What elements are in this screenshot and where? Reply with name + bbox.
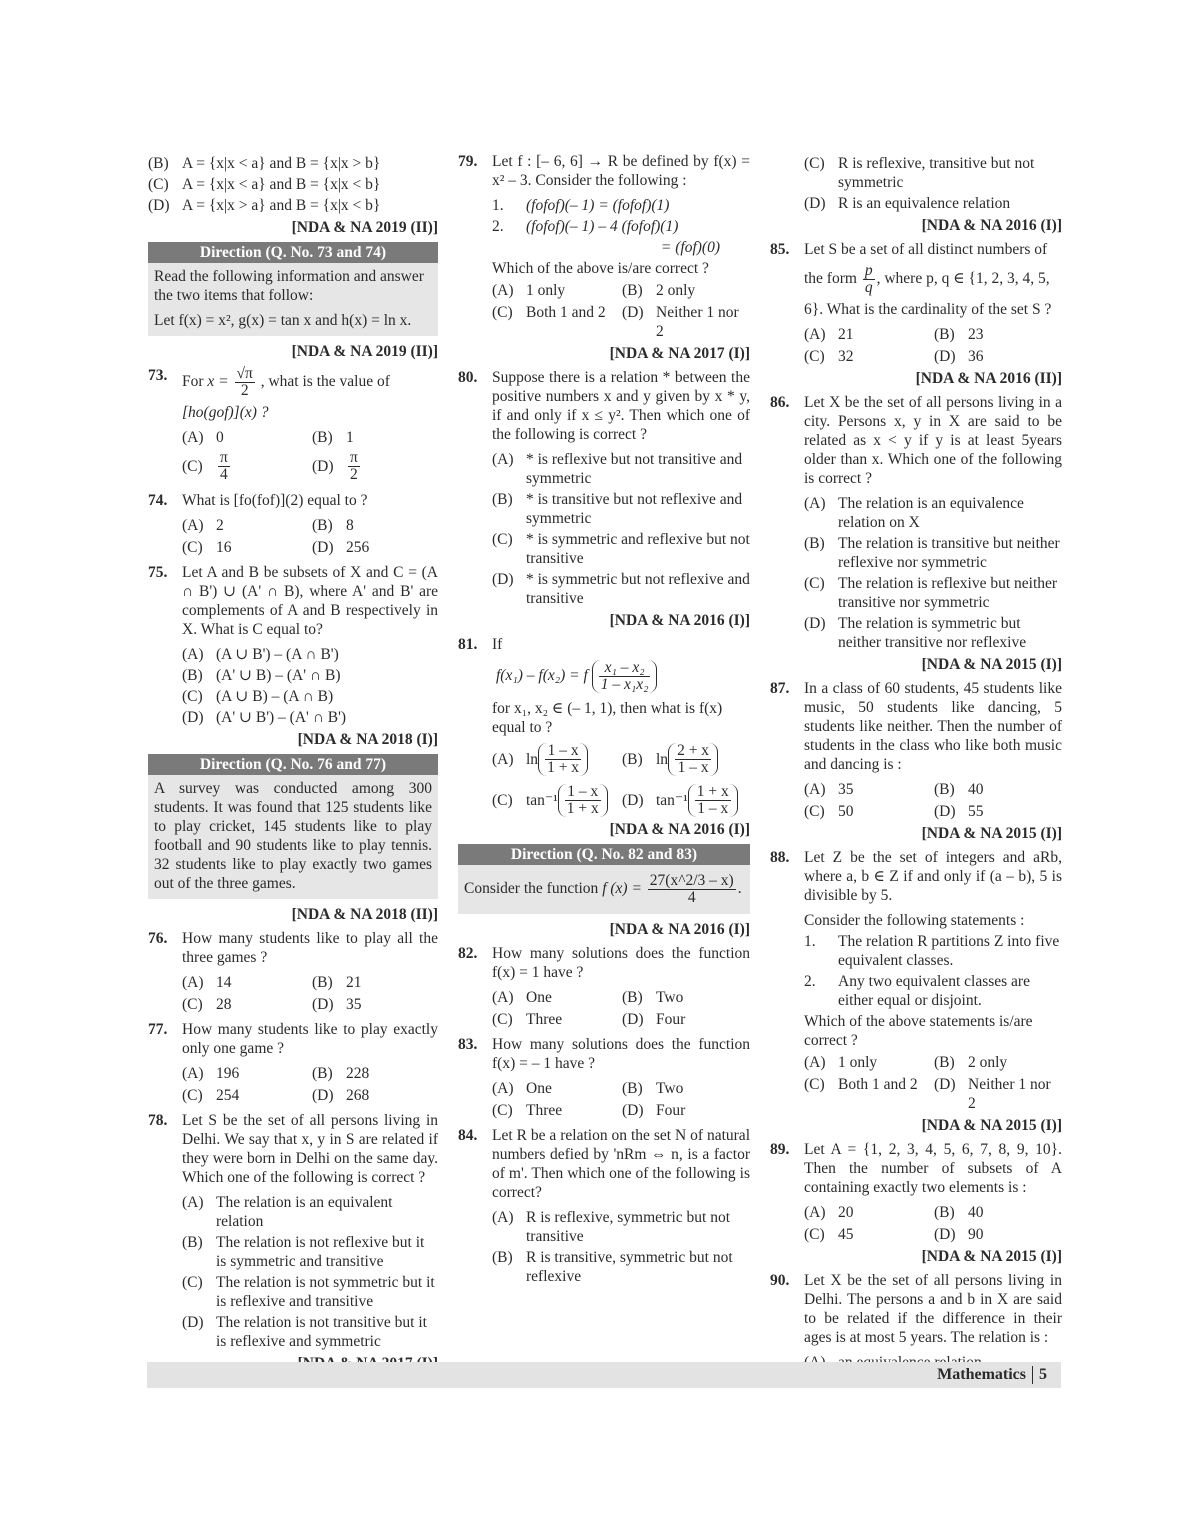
option[interactable]: (C) $\frac{\pi}{4}$ (182, 449, 228, 483)
fraction: $\frac{\pi}{4}$ (220, 449, 228, 483)
direction-box: A survey was conducted among 300 students. It was found that 125 students like to play cricket, 145 students like to play football and 90 students like to play tennis. 32 students like to play exactly two games out of the three games. (148, 775, 438, 899)
q77-options (148, 1064, 438, 1105)
option[interactable]: (A) R is reflexive, symmetric but not transitive (492, 1209, 731, 1245)
option[interactable]: (A) 1 only (804, 1054, 878, 1071)
option[interactable]: (D) 55 (934, 803, 984, 820)
formula: f(x₁) – f(x₂) = f $\frac{\text{x₁ – x₂}}{\text{1 – x₁x₂}}$ (458, 660, 750, 693)
statement: = (fof)(0) (660, 239, 720, 256)
option[interactable]: (B) (A' ∪ B) – (A' ∩ B) (182, 667, 341, 684)
option[interactable]: (A) 0 (182, 429, 224, 446)
option[interactable]: (C) 254 (182, 1087, 240, 1104)
option[interactable]: (A) ln $\frac{1 - x}{1 + x}$ (492, 743, 622, 776)
option[interactable]: (C) 32 (804, 348, 854, 365)
option[interactable]: (C) A = {x|x < a} and B = {x|x < b} (148, 176, 381, 193)
option[interactable]: (B) 2 only (622, 282, 696, 299)
question-83: 83. How many solutions does the function f(x) = – 1 have ? (458, 1036, 750, 1072)
q73-options (148, 428, 438, 483)
footer-divider (1032, 1366, 1033, 1384)
q89-options (770, 1203, 1062, 1244)
option[interactable]: (C) 45 (804, 1226, 854, 1243)
direction-header: Direction (Q. No. 82 and 83) (458, 844, 750, 865)
source-tag: [NDA & NA 2016 (I)] (609, 612, 750, 629)
statement: 2. Any two equivalent classes are either equal or disjoint. (804, 973, 1030, 1009)
source-tag: [NDA & NA 2015 (I)] (921, 825, 1062, 842)
q78-options (148, 1193, 438, 1351)
question-77: 77. How many students like to play exactly only one game ? (148, 1021, 438, 1057)
source-tag: [NDA & NA 2016 (I)] (921, 217, 1062, 234)
page-number: 5 (1039, 1366, 1047, 1383)
option[interactable]: (B) 40 (934, 781, 984, 798)
option[interactable]: (B) 1 (312, 429, 354, 446)
question-84: 84. Let R be a relation on the set N of natural numbers defied by 'nRm ⇔ n, is a factor of m'. Then which one of the following is correct? (458, 1127, 750, 1201)
option[interactable]: (D) R is an equivalence relation (804, 195, 1011, 212)
direction-box (148, 263, 438, 336)
column-right (770, 152, 1062, 1374)
option[interactable]: (D) 256 (312, 539, 370, 556)
option[interactable]: (B) Two (622, 1080, 684, 1097)
source-tag: [NDA & NA 2015 (I)] (921, 1117, 1062, 1134)
source-tag: [NDA & NA 2015 (I)] (921, 656, 1062, 673)
fraction: $\frac{\pi}{2}$ (350, 449, 358, 483)
option[interactable]: (C) R is reflexive, transitive but not symmetric (804, 155, 1035, 191)
q83-options (458, 1079, 750, 1120)
question-85: 85. Let S be a set of all distinct numbers of the form $\frac{p}{q}$ , where p, q ∈ {1, 2, 3, 4, 5, 6}. What is the cardinality of the set S ? (770, 241, 1052, 318)
option[interactable]: (D) The relation is symmetric but neither transitive nor reflexive (804, 615, 1027, 651)
page-footer (147, 1362, 1061, 1388)
question-86: 86. Let X be the set of all persons living in a city. Persons x, y in X are said to be related as x < y if y is at least 5years older than x. Which one of the following is correct ? (770, 394, 1062, 487)
q74-options (148, 516, 438, 557)
direction-header: Direction (Q. No. 73 and 74) (148, 242, 438, 263)
source-tag: [NDA & NA 2018 (II)] (291, 906, 438, 923)
option[interactable]: (D) Neither 1 nor 2 (622, 304, 739, 340)
statement: 1. (fofof)(– 1) = (fofof)(1) (492, 197, 670, 214)
option[interactable]: (C) tan⁻¹ $\frac{1 - x}{1 + x}$ (492, 784, 622, 817)
q84-options-continued (770, 154, 1062, 213)
question-75: 75. Let A and B be subsets of X and C = (A ∩ B') ∪ (A' ∩ B), where A' and B' are complements of A and B respectively in X. What is C equal to? (148, 564, 438, 638)
option[interactable]: (B) ln $\frac{2 + x}{1 - x}$ (622, 743, 750, 776)
option[interactable]: (C) Three (492, 1102, 563, 1119)
fraction: $\frac{√\pi}{2}$ (236, 365, 253, 399)
q86-options (770, 494, 1062, 652)
q84-options (458, 1208, 750, 1286)
source-tag: [NDA & NA 2016 (II)] (915, 370, 1062, 387)
option[interactable]: (A) The relation is an equivalent relation (182, 1194, 393, 1230)
source-tag: [NDA & NA 2016 (I)] (609, 821, 750, 838)
option[interactable]: (A) 35 (804, 781, 854, 798)
question-90: 90. Let X be the set of all persons living in Delhi. The persons a and b in X are said to be related if the difference in their ages is at most 5 years. The relation is : (770, 1272, 1062, 1346)
option[interactable]: (B) * is transitive but not reflexive and symmetric (492, 491, 743, 527)
q80-options (458, 450, 750, 608)
question-73: 73. For x = $\frac{√\pi}{2}$ , what is the value of [ho(gof)](x) ? (148, 365, 390, 421)
option[interactable]: (D) 268 (312, 1087, 370, 1104)
question-80: 80. Suppose there is a relation * between the positive numbers x and y given by x * y, if and only if x ≤ y². Then which one of the following is correct ? (458, 369, 750, 443)
option[interactable]: (A) The relation is an equivalence relation on X (804, 495, 1024, 531)
option[interactable]: (B) Two (622, 989, 684, 1006)
q75-options (148, 645, 438, 727)
option[interactable]: (C) 16 (182, 539, 232, 556)
q87-options (770, 780, 1062, 821)
option[interactable]: (D) Neither 1 nor 2 (934, 1076, 1051, 1112)
option[interactable]: (A) One (492, 989, 552, 1006)
q82-options (458, 988, 750, 1029)
question-74: 74. What is [fo(fof)](2) equal to ? (148, 492, 368, 509)
question-88: 88. Let Z be the set of integers and aRb, where a, b ∈ Z if and only if (a – b), 5 is divisible by 5. (770, 849, 1062, 904)
q88-statements (770, 932, 1062, 1010)
question-87: 87. In a class of 60 students, 45 students like music, 50 students like dancing, 5 students like neither. Then the number of students in the class who like both music and dancing is : (770, 680, 1062, 773)
option[interactable]: (B) 228 (312, 1065, 370, 1082)
source-tag: [NDA & NA 2016 (I)] (609, 921, 750, 938)
option[interactable]: (D) $\frac{\pi}{2}$ (312, 449, 358, 483)
q79-options (458, 281, 750, 341)
option[interactable]: (A) 2 (182, 517, 224, 534)
option[interactable]: (D) 36 (934, 348, 984, 365)
option[interactable]: (D) Four (622, 1102, 686, 1119)
question-tail: for x₁, x₂ ∈ (– 1, 1), then what is f(x) equal to ? (492, 700, 723, 736)
option[interactable]: (A) 20 (804, 1204, 854, 1221)
question-prompt: Consider the following statements : (804, 912, 1025, 929)
question-prompt: Which of the above statements is/are correct ? (804, 1013, 1033, 1049)
column-middle (458, 152, 750, 1288)
option[interactable]: (B) 2 only (934, 1054, 1008, 1071)
option[interactable]: (B) 21 (312, 974, 362, 991)
option[interactable]: (A) One (492, 1080, 552, 1097)
option[interactable]: (C) The relation is not symmetric but it is reflexive and transitive (182, 1274, 435, 1310)
question-76: 76. How many students like to play all the three games ? (148, 930, 438, 966)
option[interactable]: (B) R is transitive, symmetric but not reflexive (492, 1249, 733, 1285)
option[interactable]: (D) * is symmetric but not reflexive and transitive (492, 571, 750, 607)
q79-statements (458, 196, 750, 257)
option[interactable]: (C) (A ∪ B) – (A ∩ B) (182, 688, 334, 705)
option[interactable]: (C) * is symmetric and reflexive but not transitive (492, 531, 750, 567)
option[interactable]: (B) 40 (934, 1204, 984, 1221)
question-prompt: Which of the above is/are correct ? (492, 260, 709, 277)
option[interactable]: (C) Both 1 and 2 (492, 304, 606, 321)
q88-options (770, 1053, 1062, 1113)
footer-subject: Mathematics (937, 1366, 1026, 1383)
question-89: 89. Let A = {1, 2, 3, 4, 5, 6, 7, 8, 9, 10}. Then the number of subsets of A containing exactly two elements is : (770, 1141, 1062, 1196)
option[interactable]: (D) The relation is not transitive but it is reflexive and symmetric (182, 1314, 427, 1350)
option[interactable]: (D) 90 (934, 1226, 984, 1243)
source-tag: [NDA & NA 2019 (II)] (291, 219, 438, 236)
option[interactable]: (B) 8 (312, 517, 354, 534)
option[interactable]: (D) A = {x|x > a} and B = {x|x < b} (148, 197, 381, 214)
option[interactable]: (D) (A' ∪ B') – (A' ∩ B') (182, 709, 347, 726)
question-81: 81. If (458, 636, 503, 653)
option[interactable]: (A) 21 (804, 326, 854, 343)
option[interactable]: (B) A = {x|x < a} and B = {x|x > b} (148, 155, 381, 172)
option[interactable]: (D) 35 (312, 996, 362, 1013)
option[interactable]: (B) 23 (934, 326, 984, 343)
direction-definition: Let f(x) = x², g(x) = tan x and h(x) = ln x. (154, 312, 412, 329)
source-tag: [NDA & NA 2019 (II)] (291, 343, 438, 360)
source-tag: [NDA & NA 2017 (I)] (609, 345, 750, 362)
option[interactable]: (B) The relation is transitive but neither reflexive nor symmetric (804, 535, 1060, 571)
question-79: 79. Let f : [– 6, 6] → R be defined by f(x) = x² – 3. Consider the following : (458, 153, 750, 189)
statement: 2. (fofof)(– 1) – 4 (fofof)(1) (492, 218, 679, 235)
question-78: 78. Let S be the set of all persons living in Delhi. We say that x, y in S are related if they were born in Delhi on the same day. Which one of the following is correct ? (148, 1112, 438, 1186)
question-number: 73. (148, 367, 168, 384)
option[interactable]: (D) Four (622, 1011, 686, 1028)
column-left (148, 152, 438, 1378)
option[interactable]: (A) (A ∪ B') – (A ∩ B') (182, 646, 339, 663)
direction-box: Consider the function f (x) = $\frac{27(x\^{}2/3 - x)}{4}$ . (458, 865, 750, 914)
q81-options (458, 743, 750, 817)
option[interactable]: (C) Three (492, 1011, 563, 1028)
source-tag: [NDA & NA 2015 (I)] (921, 1248, 1062, 1265)
direction-header: Direction (Q. No. 76 and 77) (148, 754, 438, 775)
option[interactable]: (C) The relation is reflexive but neither transitive nor symmetric (804, 575, 1058, 611)
option[interactable]: (C) 28 (182, 996, 232, 1013)
option[interactable]: (A) 14 (182, 974, 232, 991)
option[interactable]: (A) * is reflexive but not transitive and symmetric (492, 451, 743, 487)
option[interactable]: (A) 196 (182, 1065, 240, 1082)
direction-text: Read the following information and answer the two items that follow: (154, 268, 424, 304)
option[interactable]: (C) Both 1 and 2 (804, 1076, 918, 1093)
question-82: 82. How many solutions does the function f(x) = 1 have ? (458, 945, 750, 981)
q85-options (770, 325, 1062, 366)
option[interactable]: (B) The relation is not reflexive but it is symmetric and transitive (182, 1234, 425, 1270)
fraction: $\frac{p}{q}$ (864, 262, 873, 296)
source-tag: [NDA & NA 2018 (I)] (297, 731, 438, 748)
q76-options (148, 973, 438, 1014)
statement: 1. The relation R partitions Z into five equivalent classes. (804, 933, 1060, 969)
option[interactable]: (A) 1 only (492, 282, 566, 299)
q72-options (148, 154, 438, 215)
option[interactable]: (C) 50 (804, 803, 854, 820)
option[interactable]: (D) tan⁻¹ $\frac{1 + x}{1 - x}$ (622, 784, 750, 817)
fraction: $\frac{27(x\^{}2/3 - x)}{4}$ (649, 872, 734, 906)
